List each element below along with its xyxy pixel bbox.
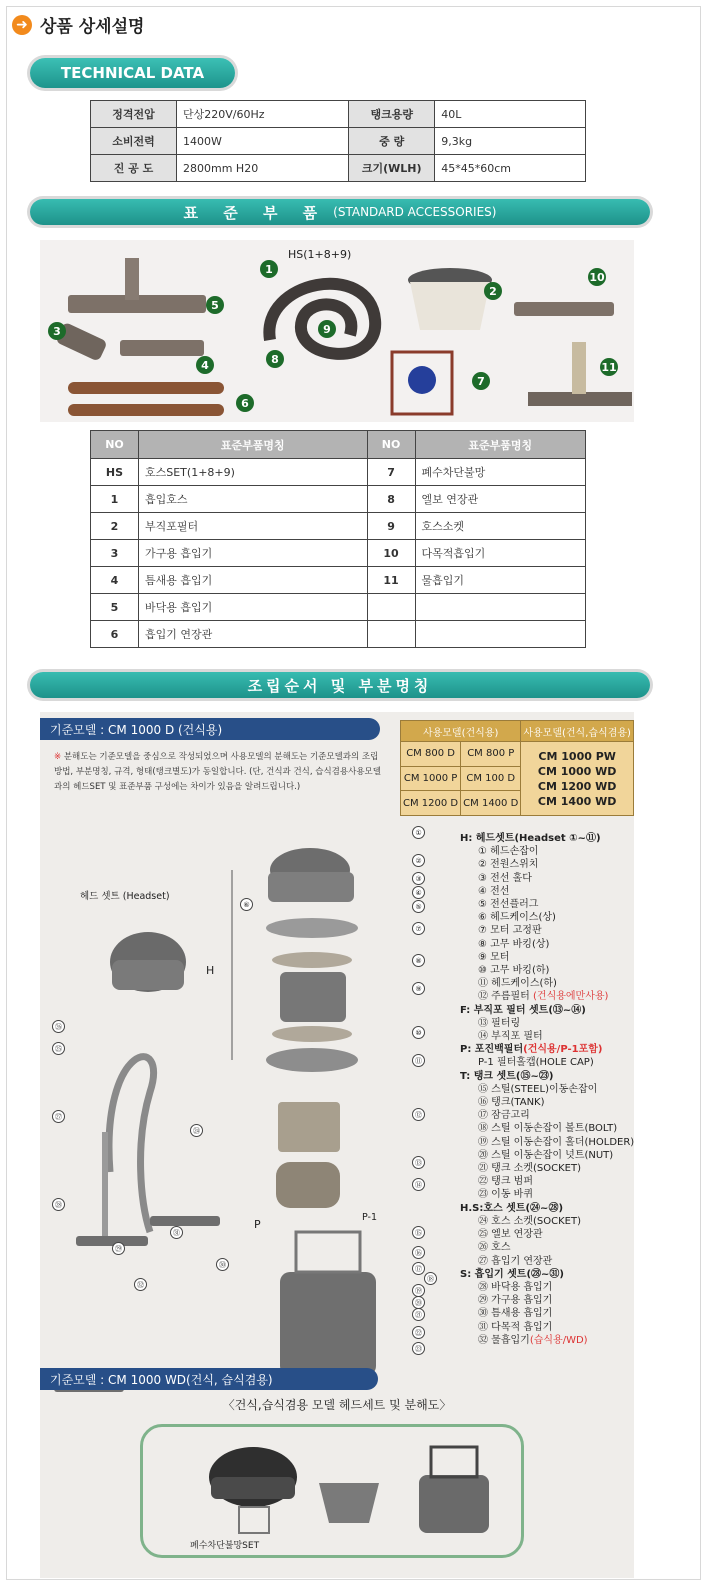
- multipurpose-tool: [514, 302, 614, 316]
- part-no: 3: [91, 540, 139, 567]
- hose-diagram: [109, 1057, 154, 1232]
- col-header-name: 표준부품명칭: [139, 431, 368, 459]
- model-cell: CM 100 D: [461, 766, 521, 791]
- list-item: ⑦ 모터 고정판: [478, 925, 542, 937]
- marker: 10: [588, 268, 606, 286]
- table-row: [91, 155, 586, 182]
- part-name: 바닥용 흡입기: [139, 594, 368, 621]
- part-name: 호스SET(1+8+9): [139, 459, 368, 486]
- callout: ㉒: [412, 1326, 425, 1339]
- list-item: [460, 1334, 634, 1347]
- tube-diagram: [102, 1132, 108, 1236]
- spec-value: 단상220V/60Hz: [177, 101, 349, 128]
- water-tool: [528, 392, 632, 406]
- list-item: ㉕ 엘보 연장관: [478, 1229, 543, 1241]
- list-item: ⑥ 헤드케이스(상): [478, 912, 556, 924]
- callout: ⑱: [424, 1272, 437, 1285]
- marker: 8: [266, 350, 284, 368]
- spec-value: 40L: [435, 101, 586, 128]
- list-item: ⑰ 잠금고리: [478, 1110, 530, 1122]
- callout: ㉔: [190, 1124, 203, 1137]
- extension-tube-1: [68, 382, 224, 394]
- wet-model-illustration: [143, 1427, 521, 1555]
- table-row: [91, 101, 586, 128]
- table-row: [91, 540, 586, 567]
- marker: 11: [600, 358, 618, 376]
- floor-nozzle-neck: [125, 258, 139, 300]
- model-cell: CM 800 P: [461, 742, 521, 767]
- wet-handle: [431, 1447, 477, 1477]
- callout: ㉓: [412, 1342, 425, 1355]
- wet-head-base: [211, 1477, 295, 1499]
- tank-diagram: [280, 1272, 376, 1376]
- assembly-heading: [30, 672, 650, 698]
- note-star: ※: [54, 752, 62, 762]
- page-title: 상품 상세설명: [40, 17, 145, 37]
- callout: ㉖: [52, 1020, 65, 1033]
- model-cell: CM 1200 D: [401, 791, 461, 816]
- group-title: F: 부직포 필터 셋트(⑬~⑭): [460, 1004, 586, 1016]
- marker: 6: [236, 394, 254, 412]
- hs-label: HS(1+8+9): [288, 248, 352, 261]
- extension-tube-2: [68, 404, 224, 416]
- marker: 7: [472, 372, 490, 390]
- list-item: ㉛ 다목적 흡입기: [478, 1321, 553, 1333]
- callout: ⑯: [412, 1246, 425, 1259]
- callout: ㉛: [170, 1226, 183, 1239]
- model-cell: CM 800 D: [401, 742, 461, 767]
- models-header-dry: 사용모델(건식용): [401, 721, 521, 742]
- label-p1: P-1: [362, 1212, 377, 1223]
- spec-value: 9,3kg: [435, 128, 586, 155]
- list-item: ④ 전선: [478, 885, 510, 897]
- callout: ⑨: [412, 982, 425, 995]
- list-item-note: (습식용/WD): [529, 1334, 588, 1346]
- callout: ⑦: [412, 922, 425, 935]
- list-item: ⑮ 스틸(STEEL)이동손잡이: [478, 1083, 598, 1095]
- accessories-heading-ko: 표 준 부 품: [183, 203, 328, 222]
- tank-handle-diagram: [296, 1232, 360, 1272]
- part-no: 7: [367, 459, 415, 486]
- callout: ③: [412, 872, 425, 885]
- model-cell: CM 1400 D: [461, 791, 521, 816]
- list-item: ㉓ 이동 바퀴: [478, 1189, 533, 1201]
- wet-bucket: [319, 1483, 379, 1523]
- part-no: [367, 594, 415, 621]
- part-name: 호스소켓: [415, 513, 585, 540]
- note-text: 분해도는 기준모델을 중심으로 작성되었으며 사용모델의 분해도는 기준모델과의 조립방법, 부분명칭, 규격, 형태(탱크별도)가 동일합니다. (단, 건식과 건식, 습식겸용사용모델과의 헤드SET 및 표준부품 구성에는 차이가 있음을 알려드립니다.): [54, 752, 381, 792]
- model-cell: CM 1000 P: [401, 766, 461, 791]
- callout: ⑮: [412, 1226, 425, 1239]
- callout: ㉗: [52, 1110, 65, 1123]
- list-item: ⑪ 헤드케이스(하): [478, 978, 557, 990]
- models-table: [400, 720, 634, 816]
- list-item: ㉘ 바닥용 흡입기: [478, 1281, 553, 1293]
- group-title: [460, 1043, 634, 1056]
- spec-value: 1400W: [177, 128, 349, 155]
- accessories-heading: [30, 199, 650, 225]
- col-header-no: NO: [91, 431, 139, 459]
- list-item: ⑯ 탱크(TANK): [478, 1097, 545, 1109]
- part-no: 9: [367, 513, 415, 540]
- part-name: 흡입호스: [139, 486, 368, 513]
- letter-h: H: [206, 964, 215, 977]
- spec-value: 45*45*60cm: [435, 155, 586, 182]
- wet-models-cell: [521, 742, 634, 816]
- part-name: 엘보 연장관: [415, 486, 585, 513]
- wet-tank: [419, 1475, 489, 1533]
- callout: ②: [412, 854, 425, 867]
- marker: 1: [260, 260, 278, 278]
- table-row: [91, 128, 586, 155]
- list-item: ㉒ 탱크 범퍼: [478, 1176, 533, 1188]
- list-item: ⑲ 스틸 이동손잡이 홀더(HOLDER): [478, 1136, 634, 1148]
- part-name: 폐수차단불망: [415, 459, 585, 486]
- list-item: ② 전원스위치: [478, 859, 539, 871]
- float-ball: [408, 366, 436, 394]
- wet-model-label: 기준모델 : CM 1000 WD(건식, 습식겸용): [40, 1368, 378, 1390]
- callout: ㉕: [52, 1042, 65, 1055]
- callout: ㉘: [52, 1198, 65, 1211]
- crevice-tool: [120, 340, 204, 356]
- spec-label: 중 량: [349, 128, 435, 155]
- callout: ㉜: [134, 1278, 147, 1291]
- part-head-lower: [266, 1048, 358, 1072]
- table-header-row: [91, 431, 586, 459]
- callout: ⑥: [240, 898, 253, 911]
- spec-label: 탱크용량: [349, 101, 435, 128]
- part-motor: [280, 972, 346, 1022]
- spec-label: 정격전압: [91, 101, 177, 128]
- model-cell: CM 1000 WD: [537, 764, 617, 778]
- table-header-row: [401, 721, 634, 742]
- technical-data-heading: TECHNICAL DATA: [30, 58, 235, 88]
- diagram-note: [54, 750, 384, 795]
- spec-value: 2800mm H20: [177, 155, 349, 182]
- table-row: [91, 567, 586, 594]
- part-no: 8: [367, 486, 415, 513]
- wet-title: 〈건식,습식겸용 모델 헤드세트 및 분해도〉: [222, 1398, 452, 1412]
- list-item: ⑤ 전선플러그: [478, 899, 539, 911]
- callout: ⑩: [412, 1026, 425, 1039]
- headset-caption: 헤드 셋트 (Headset): [80, 891, 170, 902]
- callout: ⑤: [412, 900, 425, 913]
- list-item: ㉖ 호스: [478, 1242, 511, 1254]
- list-item: ③ 전선 홀다: [478, 872, 532, 884]
- group-title: T: 탱크 셋트(⑮~㉓): [460, 1070, 554, 1082]
- table-row: [401, 742, 634, 767]
- list-item: ㉗ 흡입기 연장관: [478, 1255, 553, 1267]
- accessories-photo: [40, 240, 634, 422]
- part-filter-bag: [276, 1162, 340, 1208]
- spec-label: 크기(WLH): [349, 155, 435, 182]
- col-header-no: NO: [367, 431, 415, 459]
- list-item: ㉙ 가구용 흡입기: [478, 1295, 553, 1307]
- technical-table: [90, 100, 586, 182]
- list-item: ⑳ 스틸 이동손잡이 넛트(NUT): [478, 1149, 614, 1161]
- spec-label: 진 공 도: [91, 155, 177, 182]
- list-item: ⑨ 모터: [478, 951, 510, 963]
- letter-p: P: [254, 1218, 261, 1231]
- part-no: HS: [91, 459, 139, 486]
- marker: 4: [196, 356, 214, 374]
- assembly-diagram: [40, 712, 634, 1578]
- water-tool-neck: [572, 342, 586, 394]
- list-item: ① 헤드손잡이: [478, 846, 539, 858]
- part-no: 11: [367, 567, 415, 594]
- callout: ⑭: [412, 1178, 425, 1191]
- callout: ④: [412, 886, 425, 899]
- table-row: [91, 513, 586, 540]
- accessories-table: [90, 430, 586, 648]
- part-pleated-filter: [278, 1102, 340, 1152]
- callout: ⑳: [412, 1296, 425, 1309]
- list-item: ㉔ 호스 소켓(SOCKET): [478, 1215, 581, 1227]
- base-model-label: 기준모델 : CM 1000 D (건식용): [40, 718, 380, 740]
- part-no: 5: [91, 594, 139, 621]
- model-cell: CM 1400 WD: [537, 794, 617, 808]
- part-name: 부직포필터: [139, 513, 368, 540]
- headset-preview-base: [112, 960, 184, 990]
- part-no: 6: [91, 621, 139, 648]
- marker: 3: [48, 322, 66, 340]
- hose-coil: [269, 284, 375, 354]
- list-item-text: ㉜ 물흡입기: [478, 1334, 530, 1346]
- table-row: [91, 486, 586, 513]
- model-cell: CM 1200 WD: [537, 779, 617, 793]
- part-motor-plate: [266, 918, 358, 938]
- marker: 2: [484, 282, 502, 300]
- callout: ⑰: [412, 1262, 425, 1275]
- part-name: 흡입기 연장관: [139, 621, 368, 648]
- part-no: 1: [91, 486, 139, 513]
- table-row: [91, 621, 586, 648]
- list-item: ㉚ 틈새용 흡입기: [478, 1308, 553, 1320]
- list-item: ⑩ 고무 바킹(하): [478, 965, 550, 977]
- marker: 5: [206, 296, 224, 314]
- accessories-heading-en: (STANDARD ACCESSORIES): [333, 205, 497, 219]
- table-row: [91, 594, 586, 621]
- arrow-right-icon: ➜: [12, 15, 32, 35]
- part-name: 틈새용 흡입기: [139, 567, 368, 594]
- models-header-wet: 사용모델(건식,습식겸용): [521, 721, 634, 742]
- list-item: P-1 필터홀캡(HOLE CAP): [478, 1057, 594, 1069]
- assembly-heading-text: 조립순서 및 부분명칭: [247, 676, 433, 695]
- group-title: S: 흡입기 셋트(㉘~㉛): [460, 1268, 564, 1280]
- callout: ⑬: [412, 1156, 425, 1169]
- part-name: 물흡입기: [415, 567, 585, 594]
- table-row: [91, 459, 586, 486]
- callout: ⑪: [412, 1054, 425, 1067]
- spec-label: 소비전력: [91, 128, 177, 155]
- part-gasket-top: [272, 952, 352, 968]
- group-title-text: P: 포진백필터: [460, 1044, 524, 1056]
- callout: ⑲: [412, 1284, 425, 1297]
- list-item-note: (건식용에만사용): [533, 991, 609, 1003]
- list-item: ⑱ 스틸 이동손잡이 볼트(BOLT): [478, 1123, 618, 1135]
- page-header: [12, 12, 144, 37]
- multi-tool-diagram: [150, 1216, 220, 1226]
- list-item: [460, 990, 634, 1003]
- callout: ①: [412, 826, 425, 839]
- part-no: 10: [367, 540, 415, 567]
- part-name: 다목적흡입기: [415, 540, 585, 567]
- part-no: 2: [91, 513, 139, 540]
- part-no: 4: [91, 567, 139, 594]
- col-header-name: 표준부품명칭: [415, 431, 585, 459]
- list-item: ⑭ 부직포 필터: [478, 1031, 543, 1043]
- filter-body: [410, 282, 490, 330]
- part-name: [415, 621, 585, 648]
- wet-basket: [239, 1507, 269, 1533]
- model-cell: CM 1000 PW: [538, 749, 616, 763]
- group-title-note: (건식용/P-1포함): [523, 1044, 603, 1056]
- accessories-illustration: [40, 240, 634, 422]
- parts-list: [460, 832, 634, 1347]
- list-item: ⑬ 필터링: [478, 1017, 521, 1029]
- list-item: ⑧ 고무 바킹(상): [478, 938, 550, 950]
- part-gasket-bottom: [272, 1026, 352, 1042]
- marker: 9: [318, 320, 336, 338]
- list-item: ㉑ 탱크 소켓(SOCKET): [478, 1163, 581, 1175]
- group-title: H: 헤드셋트(Headset ①~⑪): [460, 833, 601, 844]
- group-title: H.S:호스 셋트(㉔~㉘): [460, 1202, 564, 1214]
- callout: ⑫: [412, 1108, 425, 1121]
- part-name: 가구용 흡입기: [139, 540, 368, 567]
- part-head-body: [268, 872, 354, 902]
- wet-caption: 폐수차단불망SET: [190, 1541, 260, 1551]
- list-item-text: ⑫ 주름필터: [478, 991, 530, 1003]
- callout: ㉚: [216, 1258, 229, 1271]
- part-no: [367, 621, 415, 648]
- callout: ㉙: [112, 1242, 125, 1255]
- part-name: [415, 594, 585, 621]
- callout: ㉑: [412, 1308, 425, 1321]
- callout: ⑧: [412, 954, 425, 967]
